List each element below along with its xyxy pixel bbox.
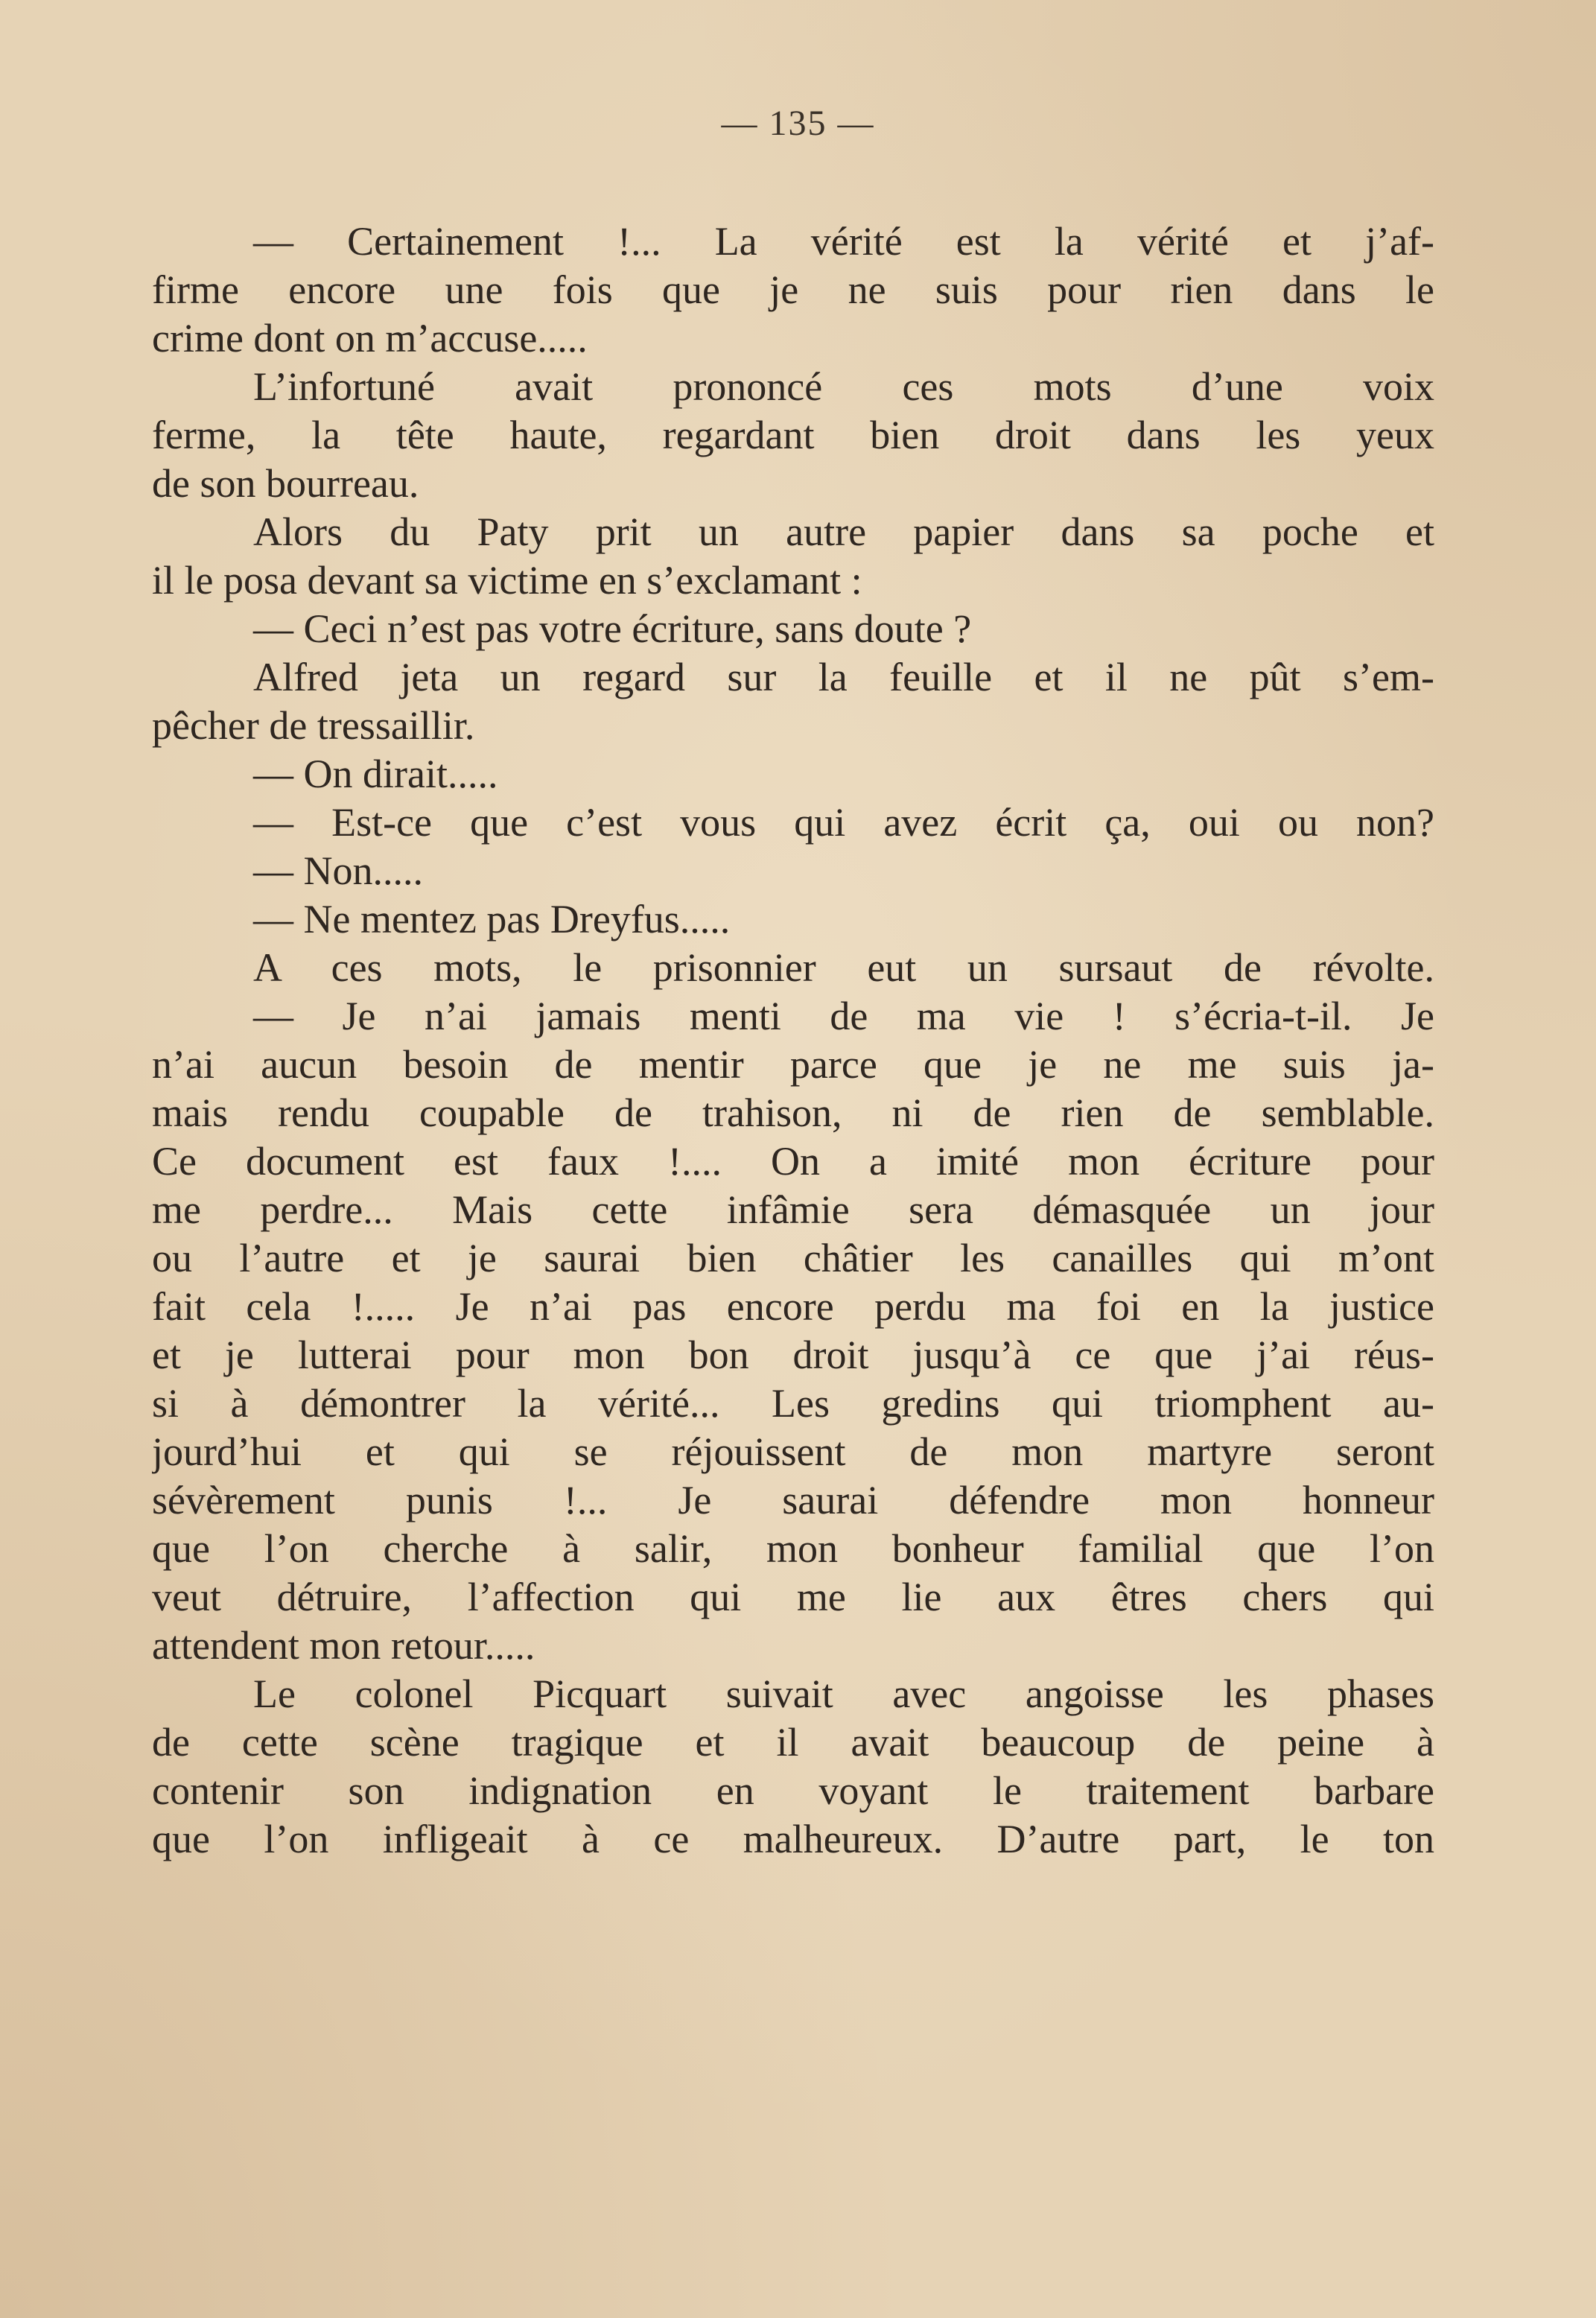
text-line: A ces mots, le prisonnier eut un sursaut de révolte. (253, 945, 1434, 990)
text-line: de son bourreau. (152, 461, 419, 506)
text-line: n’ai aucun besoin de mentir parce que je ne me suis ja- (152, 1042, 1434, 1087)
text-line: — Certainement !... La vérité est la vérité et j’af- (253, 219, 1434, 264)
text-line: pêcher de tressaillir. (152, 703, 475, 748)
text-line: et je lutterai pour mon bon droit jusqu’à ce que j’ai réus- (152, 1333, 1434, 1377)
text-line: crime dont on m’accuse..... (152, 316, 588, 361)
text-line: mais rendu coupable de trahison, ni de rien de semblable. (152, 1090, 1434, 1135)
text-line: — On dirait..... (253, 752, 498, 796)
text-line: que l’on infligeait à ce malheureux. D’autre part, le ton (152, 1817, 1434, 1861)
text-line: sévèrement punis !... Je saurai défendre mon honneur (152, 1478, 1434, 1522)
text-line: ou l’autre et je saurai bien châtier les canailles qui m’ont (152, 1236, 1434, 1280)
text-line: attendent mon retour..... (152, 1623, 535, 1668)
text-line: veut détruire, l’affection qui me lie aux êtres chers qui (152, 1575, 1434, 1619)
text-line: Alors du Paty prit un autre papier dans sa poche et (253, 509, 1434, 554)
text-line: — Ne mentez pas Dreyfus..... (253, 897, 731, 942)
text-line: fait cela !..... Je n’ai pas encore perdu ma foi en la justice (152, 1284, 1434, 1329)
text-line: — Ceci n’est pas votre écriture, sans doute ? (253, 606, 972, 651)
text-line: contenir son indignation en voyant le traitement barbare (152, 1768, 1434, 1813)
text-line: Ce document est faux !.... On a imité mon écriture pour (152, 1139, 1434, 1184)
text-line: — Je n’ai jamais menti de ma vie ! s’écria-t-il. Je (253, 994, 1434, 1038)
text-line: me perdre... Mais cette infâmie sera démasquée un jour (152, 1187, 1434, 1232)
text-line: il le posa devant sa victime en s’exclamant : (152, 558, 862, 603)
text-line: de cette scène tragique et il avait beaucoup de peine à (152, 1720, 1434, 1765)
text-line: si à démontrer la vérité... Les gredins qui triomphent au- (152, 1381, 1434, 1426)
text-line: — Non..... (253, 848, 423, 893)
text-line: que l’on cherche à salir, mon bonheur familial que l’on (152, 1526, 1434, 1571)
text-line: L’infortuné avait prononcé ces mots d’une voix (253, 364, 1434, 409)
text-line: Le colonel Picquart suivait avec angoisse les phases (253, 1671, 1434, 1716)
text-line: — Est-ce que c’est vous qui avez écrit ça, oui ou non? (253, 800, 1434, 845)
text-line: firme encore une fois que je ne suis pour rien dans le (152, 267, 1434, 312)
text-line: Alfred jeta un regard sur la feuille et il ne pût s’em- (253, 655, 1434, 699)
text-line: ferme, la tête haute, regardant bien droit dans les yeux (152, 413, 1434, 457)
body-text (152, 217, 1434, 1864)
text-line: jourd’hui et qui se réjouissent de mon martyre seront (152, 1429, 1434, 1474)
page-number: — 135 — (721, 104, 875, 143)
